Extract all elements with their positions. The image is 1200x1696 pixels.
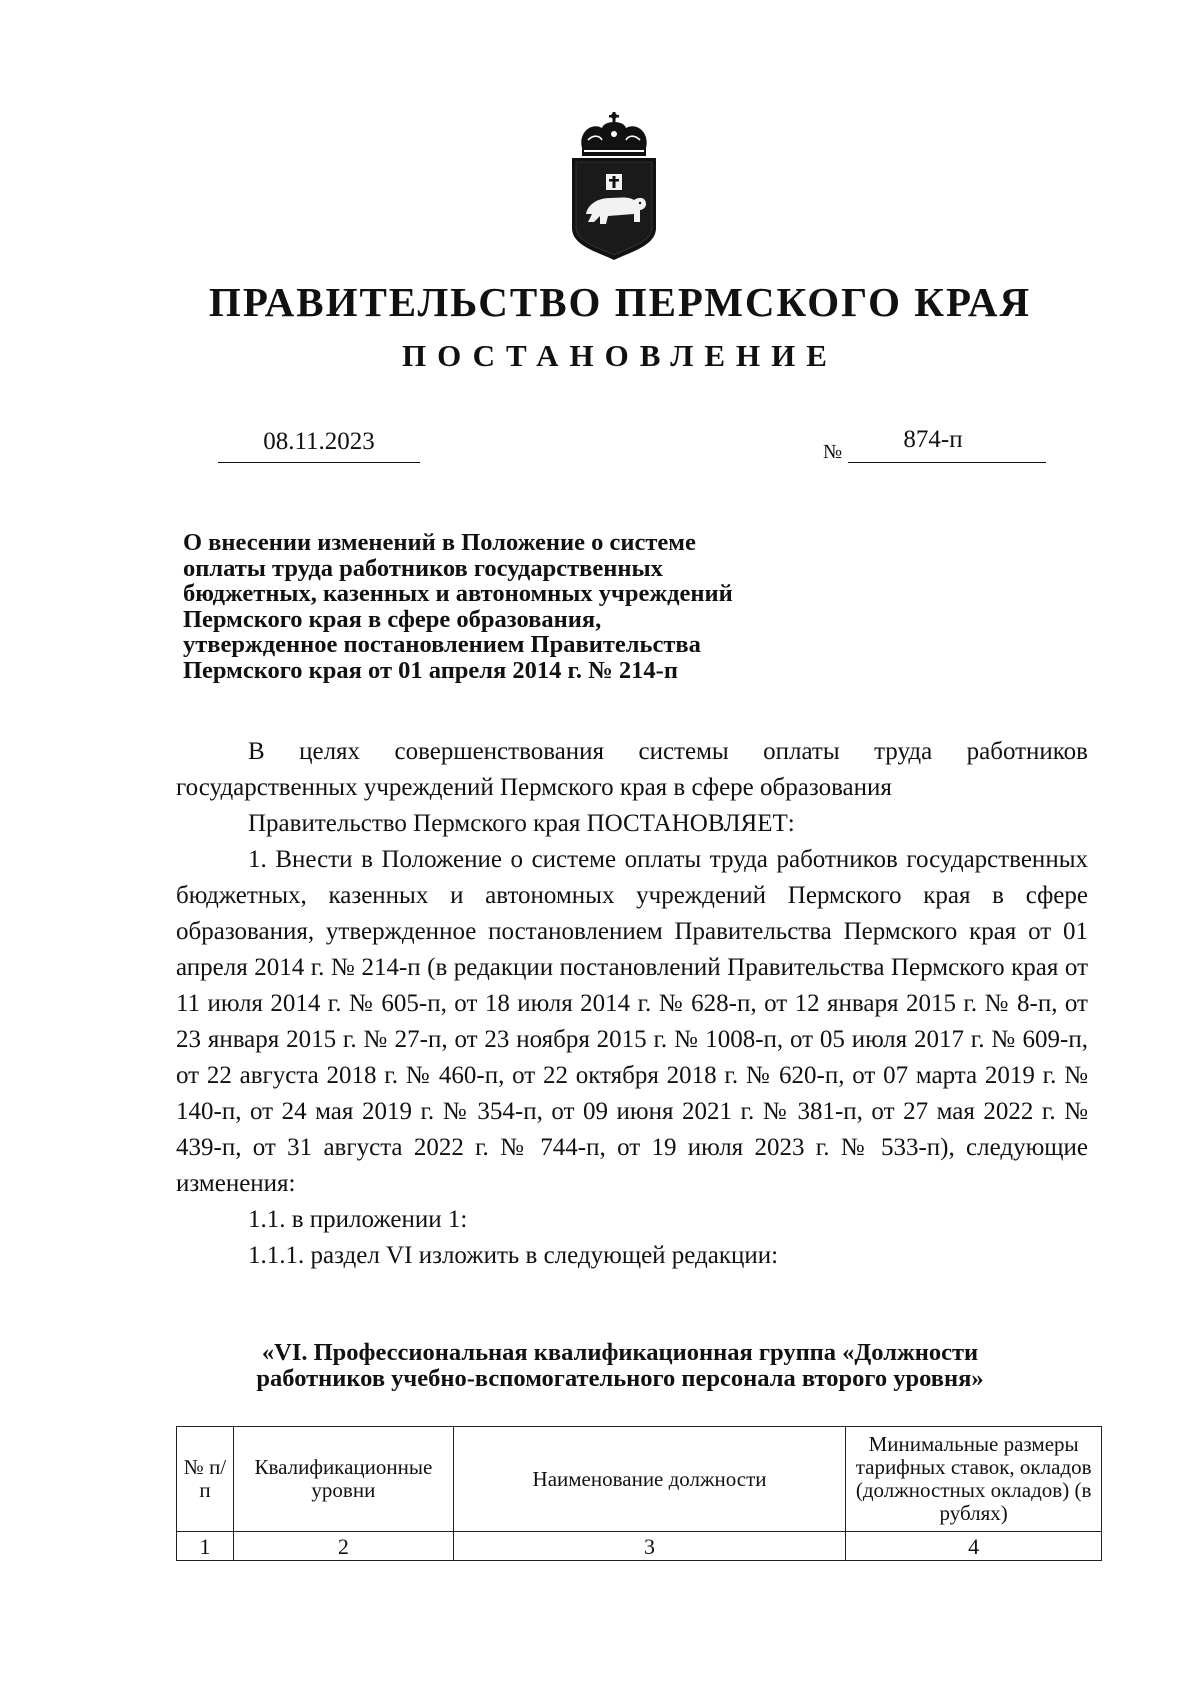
number-sign: № bbox=[823, 441, 843, 463]
document-subject bbox=[183, 530, 883, 683]
paragraph-item-1-1: 1.1. в приложении 1: bbox=[248, 1206, 468, 1233]
salary-table bbox=[176, 1426, 1102, 1561]
subject-line: Пермского края в сфере образования, bbox=[183, 605, 602, 633]
document-body bbox=[176, 734, 1088, 1274]
subject-line: бюджетных, казенных и автономных учреждений bbox=[183, 580, 733, 607]
government-title: ПРАВИТЕЛЬСТВО ПЕРМСКОГО КРАЯ bbox=[208, 279, 1032, 325]
paragraph-item-1: 1. Внести в Положение о системе оплаты труда работников государственных бюджетных, казенных и автономных учреждений Пермского края в сфере образования, утвержденное постановлением Правительства Пермского края от 01 апреля 2014 г. № 214-п (в редакции постановлений Правительства Пермского края от 11 июля 2014 г. № 605-п, от 18 июля 2014 г. № 628-п, от 12 января 2015 г. № 8-п, от 23 января 2015 г. № 27-п, от 23 ноября 2015 г. № 1008-п, от 05 июля 2017 г. № 609-п, от 22 августа 2018 г. № 460-п, от 22 октября 2018 г. № 620-п, от 07 марта 2019 г. № 140-п, от 24 мая 2019 г. № 354-п, от 09 июня 2021 г. № 381-п, от 27 мая 2022 г. № 439-п, от 31 августа 2022 г. № 744-п, от 19 июля 2023 г. № 533-п), следующие изменения: bbox=[176, 846, 1088, 1197]
subject-line: Пермского края от 01 апреля 2014 г. № 214-п bbox=[183, 656, 678, 684]
section-title-line: «VI. Профессиональная квалификационная группа «Должности bbox=[261, 1339, 979, 1366]
coat-of-arms-icon bbox=[568, 110, 660, 262]
table-cell: 2 bbox=[233, 1532, 453, 1561]
paragraph-purpose: В целях совершенствования системы оплаты труда работников государственных учреждений Пермского края в сфере образования bbox=[176, 738, 1088, 801]
table-header-cell: № п/п bbox=[177, 1427, 234, 1532]
paragraph-item-1-1-1: 1.1.1. раздел VI изложить в следующей редакции: bbox=[248, 1242, 779, 1269]
section-title-line: работников учебно-вспомогательного персонала второго уровня» bbox=[256, 1364, 984, 1392]
number-field bbox=[848, 424, 1046, 463]
table-header-cell: Квалификационные уровни bbox=[233, 1427, 453, 1532]
section-title bbox=[150, 1340, 1090, 1391]
subject-line: утвержденное постановлением Правительства bbox=[183, 631, 701, 658]
table-cell: 1 bbox=[177, 1532, 234, 1561]
table-header-row bbox=[177, 1427, 1102, 1532]
date-field bbox=[218, 424, 420, 463]
subject-line: оплаты труда работников государственных bbox=[183, 554, 663, 582]
table-header-cell: Наименование должности bbox=[453, 1427, 845, 1532]
table-cell: 3 bbox=[453, 1532, 845, 1561]
paragraph-resolves: Правительство Пермского края ПОСТАНОВЛЯЕТ: bbox=[248, 810, 795, 837]
table-cell: 4 bbox=[846, 1532, 1102, 1561]
document-date: 08.11.2023 bbox=[263, 428, 375, 455]
subject-line: О внесении изменений в Положение о системе bbox=[183, 529, 696, 556]
document-type: ПОСТАНОВЛЕНИЕ bbox=[402, 338, 838, 373]
table-row bbox=[177, 1532, 1102, 1561]
table-header-cell: Минимальные размеры тарифных ставок, окладов (должностных окладов) (в рублях) bbox=[846, 1427, 1102, 1532]
document-number: 874-п bbox=[903, 426, 963, 453]
